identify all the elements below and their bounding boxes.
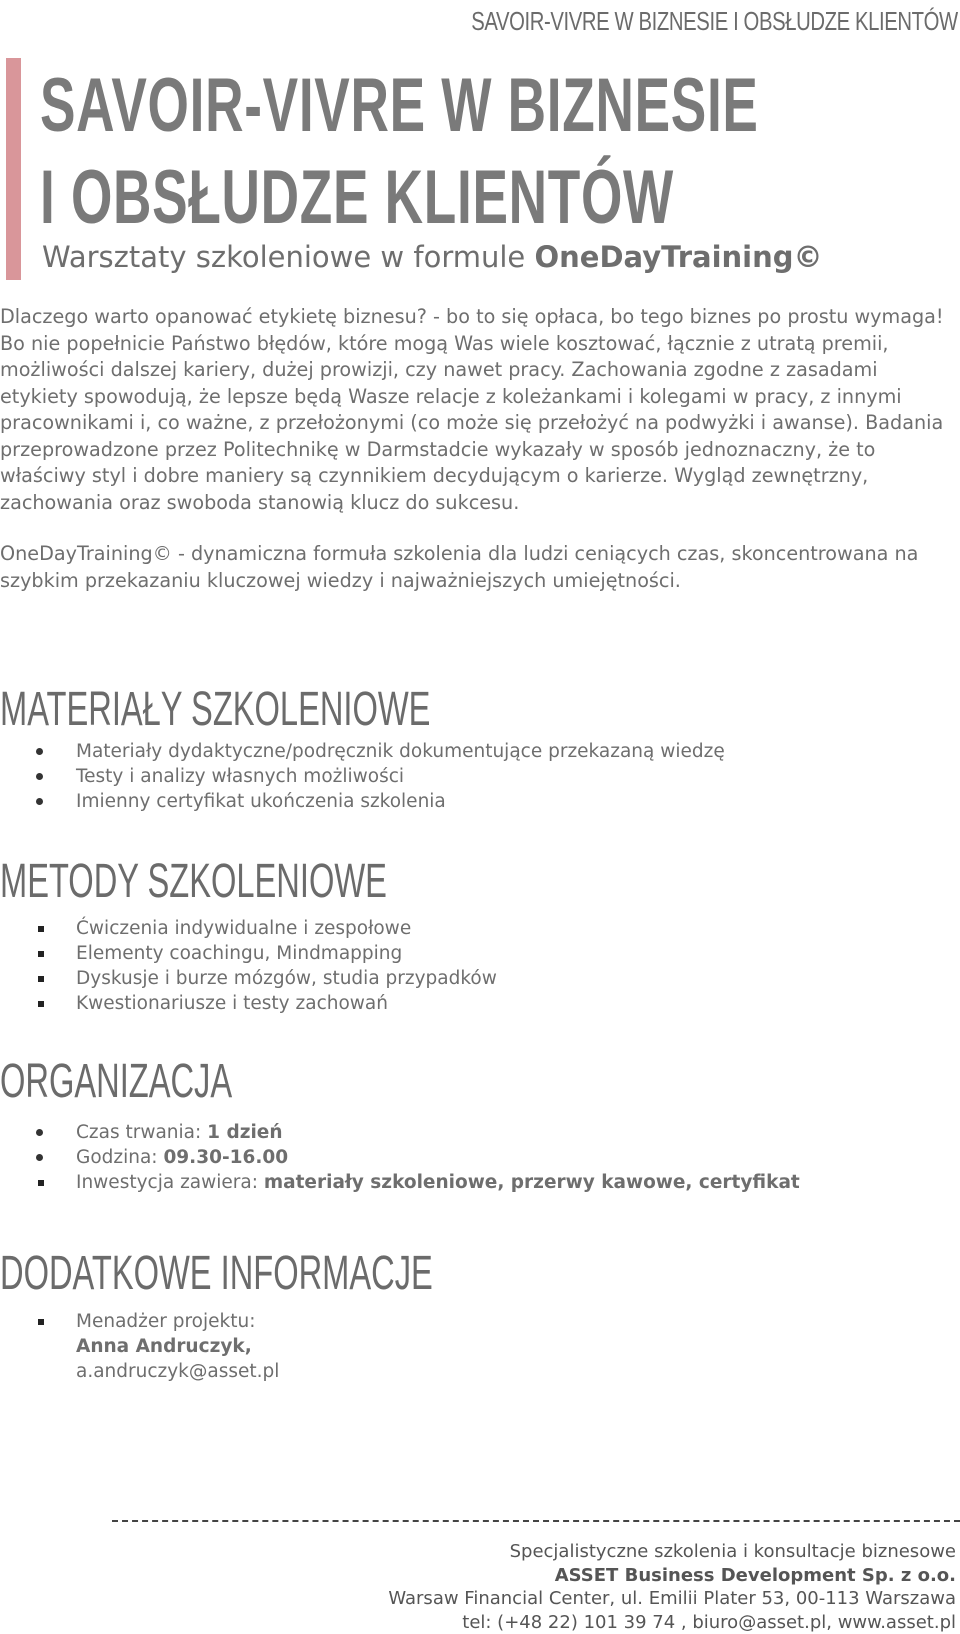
- subtitle-brand: OneDayTraining©: [534, 240, 822, 274]
- footer: [388, 1540, 956, 1634]
- list-item-manager: [0, 1309, 279, 1334]
- list-item: [0, 941, 497, 966]
- page-title-line-1: SAVOIR-VIVRE W BIZNESIE: [40, 68, 759, 144]
- footer-tagline: Specjalistyczne szkolenia i konsultacje biznesowe: [388, 1540, 956, 1564]
- bullet-icon: [36, 1154, 43, 1161]
- list-item-duration: [0, 1120, 800, 1145]
- list-item-text: Testy i analizy własnych możliwości: [76, 766, 404, 787]
- investment-label: Inwestycja zawiera:: [76, 1172, 264, 1193]
- additional-heading: DODATKOWE INFORMACJE: [0, 1250, 433, 1298]
- list-item: [0, 991, 497, 1016]
- footer-address: Warsaw Financial Center, ul. Emilii Plater 53, 00-113 Warszawa: [388, 1587, 956, 1611]
- methods-list: [0, 916, 497, 1016]
- duration-label: Czas trwania:: [76, 1122, 207, 1143]
- list-item-text: Materiały dydaktyczne/podręcznik dokumentujące przekazaną wiedzę: [76, 741, 725, 762]
- list-item-text: Elementy coachingu, Mindmapping: [76, 943, 402, 964]
- square-bullet-icon: [38, 1319, 44, 1325]
- list-item: [0, 789, 725, 814]
- materials-list: [0, 739, 725, 814]
- page-subtitle: [42, 240, 823, 274]
- organization-heading: ORGANIZACJA: [0, 1058, 232, 1106]
- bullet-icon: [36, 798, 43, 805]
- materials-heading: MATERIAŁY SZKOLENIOWE: [0, 686, 430, 734]
- manager-label: Menadżer projektu:: [76, 1309, 279, 1334]
- footer-company-name: ASSET Business Development Sp. z o.o.: [555, 1565, 956, 1586]
- title-accent-bar: [6, 58, 21, 280]
- methods-heading: METODY SZKOLENIOWE: [0, 858, 387, 906]
- intro-paragraph-1: Dlaczego warto opanować etykietę biznesu? - bo to się opłaca, bo tego biznes po prostu wymaga! Bo nie popełnicie Państwo błędów, które mogą Was wiele kosztować, łącznie z utratą premii, możliwości dalszej kariery, dużej prowizji, czy nawet pracy. Zachowania zgodne z zasadami etykiety spowodują, że lepsze będą Wasze relacje z koleżankami i kolegami w pracy, z innymi pracownikami i, co ważne, z przełożonymi (co może się przełożyć na podwyżki i awanse). Badania przeprowadzone przez Politechnikę w Darmstadcie wykazały w sposób jednoznaczny, że to właściwy styl i dobre maniery są czynnikiem decydującym o karierze. Wygląd zewnętrzny, zachowania oraz swoboda stanowią klucz do sukcesu.: [0, 304, 945, 516]
- list-item: [0, 966, 497, 991]
- square-bullet-icon: [38, 951, 44, 957]
- running-header: SAVOIR-VIVRE W BIZNESIE I OBSŁUDZE KLIENTÓW: [471, 6, 958, 37]
- list-item-text: Dyskusje i burze mózgów, studia przypadków: [76, 968, 497, 989]
- square-bullet-icon: [38, 1001, 44, 1007]
- list-item-investment: [0, 1170, 800, 1195]
- intro-paragraph-2: OneDayTraining© - dynamiczna formuła szkolenia dla ludzi ceniących czas, skoncentrowana na szybkim przekazaniu kluczowej wiedzy i najważniejszych umiejętności.: [0, 541, 945, 594]
- organization-list: [0, 1120, 800, 1195]
- list-item: [0, 916, 497, 941]
- bullet-icon: [36, 773, 43, 780]
- list-item-text: Ćwiczenia indywidualne i zespołowe: [76, 918, 411, 939]
- list-item-hours: [0, 1145, 800, 1170]
- manager-name: Anna Andruczyk,: [76, 1334, 279, 1359]
- square-bullet-icon: [38, 1180, 44, 1186]
- hours-value: 09.30-16.00: [163, 1147, 288, 1168]
- bullet-icon: [36, 1129, 43, 1136]
- square-bullet-icon: [38, 976, 44, 982]
- page-title-line-2: I OBSŁUDZE KLIENTÓW: [40, 160, 674, 236]
- footer-company: [388, 1564, 956, 1588]
- duration-value: 1 dzień: [207, 1122, 282, 1143]
- investment-value: materiały szkoleniowe, przerwy kawowe, certyfikat: [264, 1172, 800, 1193]
- manager-email[interactable]: a.andruczyk@asset.pl: [76, 1359, 279, 1384]
- hours-label: Godzina:: [76, 1147, 163, 1168]
- footer-contact[interactable]: tel: (+48 22) 101 39 74 , biuro@asset.pl, www.asset.pl: [388, 1611, 956, 1634]
- square-bullet-icon: [38, 926, 44, 932]
- additional-list: [0, 1309, 279, 1334]
- list-item-text: Imienny certyfikat ukończenia szkolenia: [76, 791, 446, 812]
- list-item: [0, 764, 725, 789]
- bullet-icon: [36, 748, 43, 755]
- footer-divider: [112, 1520, 960, 1522]
- list-item-text: Kwestionariusze i testy zachowań: [76, 993, 388, 1014]
- intro-section: [0, 304, 945, 594]
- subtitle-prefix: Warsztaty szkoleniowe w formule: [42, 240, 534, 274]
- list-item: [0, 739, 725, 764]
